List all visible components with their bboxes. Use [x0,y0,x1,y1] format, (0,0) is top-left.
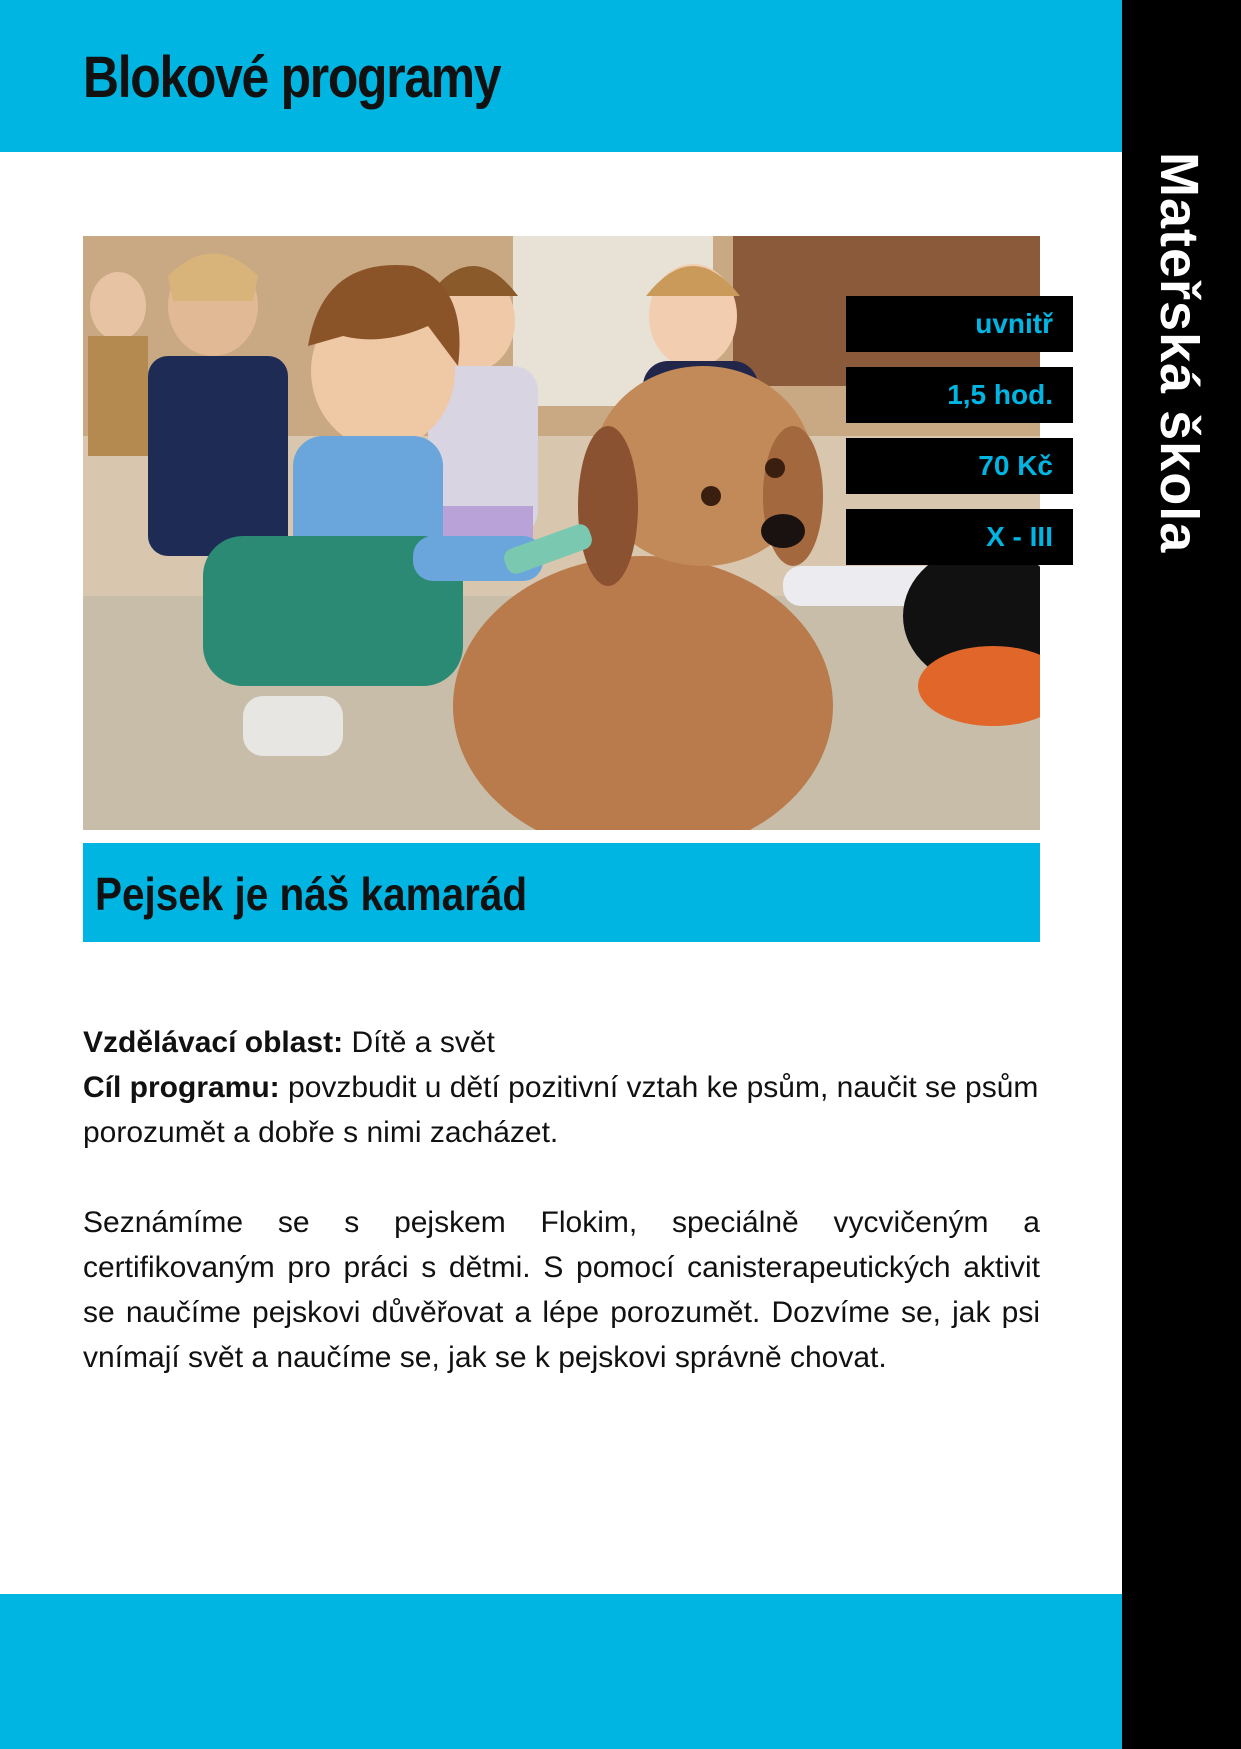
program-goal-value: povzbudit u dětí pozitivní vztah ke psům, naučit se psům porozumět a dobře s nimi zacházet. [83,1071,1039,1149]
sidebar-label: Mateřská škola [1149,152,1209,554]
education-area-label: Vzdělávací oblast: [83,1026,344,1059]
header-band [0,0,1122,152]
education-area-value: Dítě a svět [343,1026,495,1059]
program-goal [83,1065,1040,1155]
page-title: Blokové programy [83,45,501,110]
program-details [83,1020,1040,1380]
tag-price: 70 Kč [846,438,1073,494]
program-title-bar [83,843,1040,942]
footer-band [0,1594,1122,1749]
tag-months: X - III [846,509,1073,565]
tag-location: uvnitř [846,296,1073,352]
tag-duration: 1,5 hod. [846,367,1073,423]
program-description: Seznámíme se s pejskem Flokim, speciálně vycvičeným a certifikovaným pro práci s dětmi. S pomocí canisterapeutických aktivit se naučíme pejskovi důvěřovat a lépe porozumět. Dozvíme se, jak psi vnímají svět a naučíme se, jak se k pejskovi správně chovat. [83,1206,1040,1374]
education-area [83,1020,1040,1065]
program-goal-label: Cíl programu: [83,1071,280,1104]
program-title: Pejsek je náš kamarád [95,868,528,920]
